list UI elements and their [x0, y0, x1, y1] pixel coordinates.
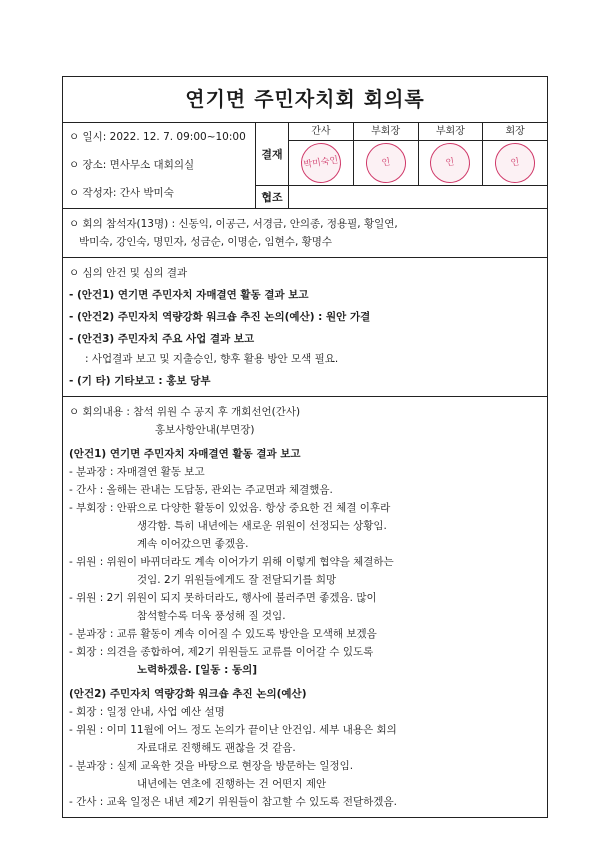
minutes-line: - 분과장 : 교류 활동이 계속 이어질 수 있도록 방안을 모색해 보겠음 — [69, 628, 377, 640]
minutes-line: 계속 이어갔으면 좋겠음. — [137, 538, 249, 550]
approval-seal-icon: 박미숙인 — [298, 140, 343, 185]
content-agenda-title: (안건1) 연기면 주민자치 자매결연 활동 결과 보고 — [69, 448, 301, 460]
approval-block — [256, 123, 547, 208]
minutes-line: - 간사 : 올해는 관내는 도담동, 관외는 주교면과 체결했음. — [69, 484, 333, 496]
cooperation-label: 협조 — [256, 186, 289, 208]
content-header: 홍보사항안내(부면장) — [155, 424, 255, 436]
attendees-line: ㅇ 회의 참석자(13명) : 신동익, 이공근, 서경금, 안의종, 정용필, 황일연, — [69, 218, 398, 230]
approval-cell-secretary — [289, 123, 354, 185]
attendees-line: 박미숙, 강인숙, 명민자, 성금순, 이명순, 임현수, 황명수 — [79, 236, 333, 248]
content-agenda-title: (안건2) 주민자치 역량강화 워크숍 추진 논의(예산) — [69, 688, 307, 700]
minutes-line: - 간사 : 교육 일정은 내년 제2기 위원들이 참고할 수 있도록 전달하겠음. — [69, 796, 397, 808]
minutes-line: - 부회장 : 안팎으로 다양한 활동이 있었음. 항상 중요한 건 체결 이후라 — [69, 502, 391, 514]
agenda-section — [63, 258, 547, 397]
approval-cell-vice-chair-2 — [419, 123, 484, 185]
approval-seal-icon: 인 — [428, 140, 473, 185]
minutes-line: 내년에는 연초에 진행하는 건 어떤지 제안 — [137, 778, 327, 790]
meeting-details — [63, 123, 256, 208]
minutes-line: - 위원 : 2기 위원이 되지 못하더라도, 행사에 불러주면 좋겠음. 많이 — [69, 592, 377, 604]
approval-seal-icon: 인 — [493, 140, 538, 185]
minutes-line: 자료대로 진행해도 괜찮을 것 같음. — [137, 742, 296, 754]
agenda-item-detail: : 사업결과 보고 및 지출승인, 향후 활용 방안 모색 필요. — [85, 353, 339, 365]
approval-cell-chair — [483, 123, 547, 185]
approval-role: 간사 — [289, 123, 353, 141]
content-header: ㅇ 회의내용 : 참석 위원 수 공지 후 개회선언(간사) — [69, 406, 301, 418]
minutes-line: 것임. 2기 위원들에게도 잘 전달되기를 희망 — [137, 574, 337, 586]
agenda-item: - (안건3) 주민자치 주요 사업 결과 보고 — [69, 333, 255, 345]
agenda-header: ㅇ 심의 안건 및 심의 결과 — [69, 267, 188, 279]
minutes-line: - 회장 : 일정 안내, 사업 예산 설명 — [69, 706, 225, 718]
agenda-other: - (기 타) 기타보고 : 홍보 당부 — [69, 375, 211, 387]
minutes-document — [62, 76, 548, 818]
meeting-writer: ㅇ 작성자: 간사 박미숙 — [69, 187, 174, 199]
meeting-place: ㅇ 장소: 면사무소 대회의실 — [69, 159, 195, 171]
content-section — [63, 397, 547, 817]
minutes-line: 생각함. 특히 내년에는 새로운 위원이 선정되는 상황임. — [137, 520, 387, 532]
approval-seal-icon: 인 — [363, 140, 408, 185]
minutes-line: - 회장 : 의견을 종합하여, 제2기 위원들도 교류를 이어갈 수 있도록 — [69, 646, 374, 658]
minutes-line: - 위원 : 이미 11월에 어느 정도 논의가 끝이난 안건임. 세부 내용은 회의 — [69, 724, 397, 736]
meeting-date: ㅇ 일시: 2022. 12. 7. 09:00~10:00 — [69, 131, 246, 143]
approval-cell-vice-chair-1 — [354, 123, 419, 185]
minutes-line: - 분과장 : 실제 교육한 것을 바탕으로 현장을 방문하는 일정임. — [69, 760, 354, 772]
approval-role: 부회장 — [354, 123, 418, 141]
agenda-item: - (안건1) 연기면 주민자치 자매결연 활동 결과 보고 — [69, 289, 309, 301]
approval-label: 결재 — [256, 123, 289, 185]
minutes-line: 노력하겠음. [일동 : 동의] — [137, 664, 258, 676]
approval-role: 회장 — [483, 123, 547, 141]
cooperation-row — [256, 185, 547, 208]
minutes-line: 참석할수록 더욱 풍성해 질 것임. — [137, 610, 286, 622]
approval-role: 부회장 — [419, 123, 483, 141]
document-title: 연기면 주민자치회 회의록 — [63, 77, 547, 123]
agenda-item: - (안건2) 주민자치 역량강화 워크숍 추진 논의(예산) : 원안 가결 — [69, 311, 371, 323]
minutes-line: - 분과장 : 자매결연 활동 보고 — [69, 466, 205, 478]
minutes-line: - 위원 : 위원이 바뀌더라도 계속 이어가기 위해 이렇게 협약을 체결하는 — [69, 556, 394, 568]
meeting-info — [63, 123, 547, 209]
attendees-section — [63, 209, 547, 258]
